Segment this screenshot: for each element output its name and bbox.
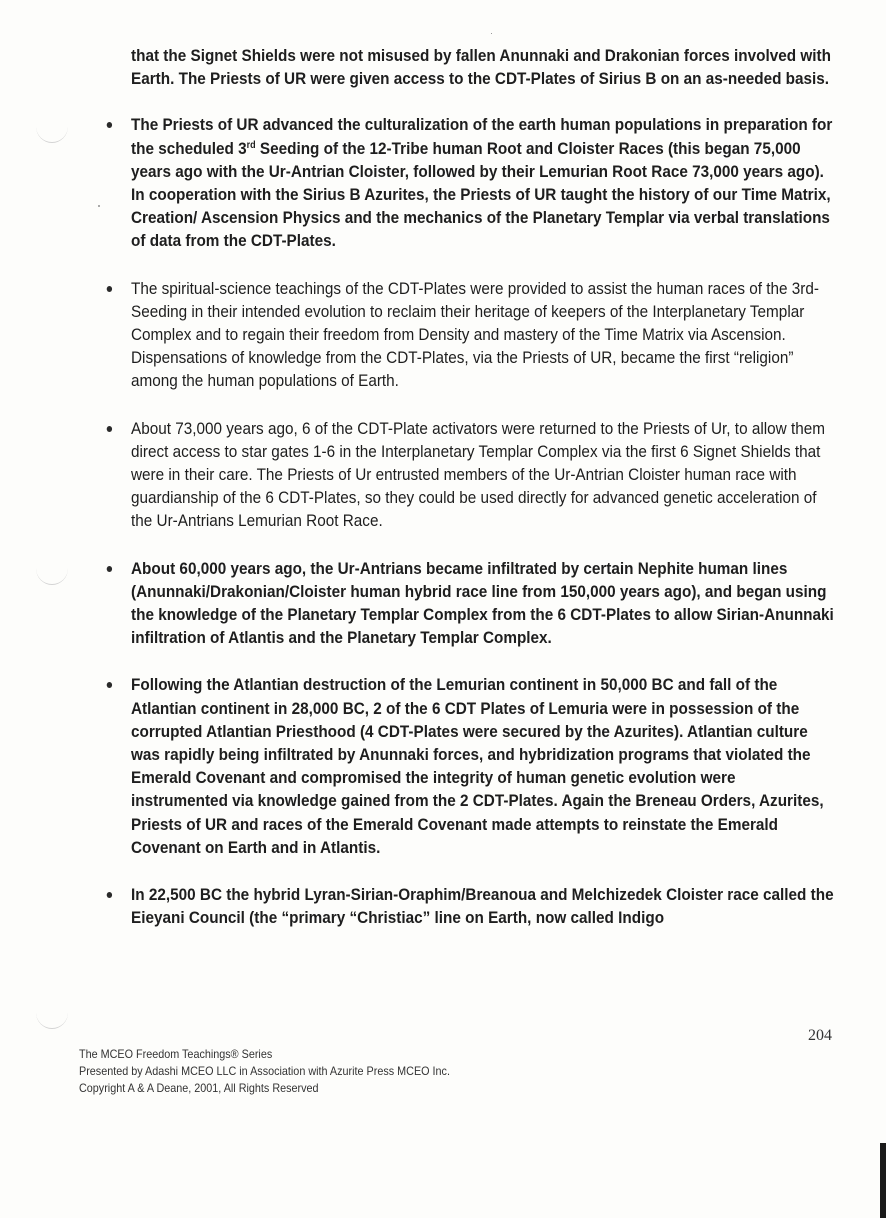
bullet-icon [107, 426, 112, 432]
bullet-icon [107, 682, 112, 688]
bullet-text: About 60,000 years ago, the Ur-Antrians became infiltrated by certain Nephite human lines (Anunnaki/Drakonian/Cloister human hybrid race line from 150,000 years ago), and began using the knowledge of the Planetary Templar Complex from the 6 CDT-Plates to allow Sirian-Anunnaki infiltration of Atlantis and the Planetary Templar Complex. [131, 558, 834, 648]
scan-speck [491, 33, 492, 34]
footer-series-line: The MCEO Freedom Teachings® Series [79, 1047, 273, 1061]
bullet-text: The spiritual-science teachings of the CDT-Plates were provided to assist the human races of the 3rd-Seeding in their intended evolution to reclaim their heritage of keepers of the Interplanetary Templar Complex and to regain their freedom from Density and mastery of the Time Matrix via Ascension. Dispensations of knowledge from the CDT-Plates, via the Priests of UR, became the first “religion” among the human populations of Earth. [131, 278, 819, 391]
bullet-text: Seeding of the 12-Tribe human Root and Cloister Races (this began 75,000 years ago with the Ur-Antrian Cloister, followed by their Lemurian Root Race 73,000 years ago). In cooperation with the Sirius B Azurites, the Priests of UR taught the history of our Time Matrix, Creation/ Ascension Physics and the mechanics of the Planetary Templar via verbal translations of data from the CDT-Plates. [131, 138, 831, 251]
bullet-text: In 22,500 BC the hybrid Lyran-Sirian-Oraphim/Breanoua and Melchizedek Cloister race called the Eieyani Council (the “primary “Christiac” line on Earth, now called Indigo [131, 885, 834, 928]
scan-speck [98, 205, 100, 207]
bullet-item [131, 557, 835, 650]
bullet-list [131, 113, 835, 929]
page-number: 204 [808, 1027, 832, 1044]
scan-edge-mark [880, 1143, 886, 1218]
punch-hole-mark [36, 996, 68, 1029]
bullet-item [131, 673, 835, 859]
bullet-item [131, 417, 835, 533]
bullet-icon [107, 122, 112, 128]
bullet-icon [107, 566, 112, 572]
bullet-item [131, 113, 835, 252]
page-footer [79, 1046, 450, 1097]
bullet-item [131, 883, 835, 929]
bullet-text: Following the Atlantian destruction of the Lemurian continent in 50,000 BC and fall of the Atlantian continent in 28,000 BC, 2 of the 6 CDT Plates of Lemuria were in possession of the corrupted Atlantian Priesthood (4 CDT-Plates were secured by the Azurites). Atlantian culture was rapidly being infiltrated by Anunnaki forces, and hybridization programs that violated the Emerald Covenant and compromised the integrity of human genetic evolution were instrumented via knowledge gained from the 2 CDT-Plates. Again the Breneau Orders, Azurites, Priests of UR and races of the Emerald Covenant made attempts to reinstate the Emerald Covenant on Earth and in Atlantis. [131, 675, 824, 857]
bullet-text: The Priests of UR advanced the culturalization of the earth human populations in preparation for the scheduled 3 [131, 115, 833, 158]
footer-copyright-line: Copyright A & A Deane, 2001, All Rights Reserved [79, 1081, 319, 1095]
bullet-text: About 73,000 years ago, 6 of the CDT-Plate activators were returned to the Priests of Ur, to allow them direct access to star gates 1-6 in the Interplanetary Templar Complex via the first 6 Signet Shields that were in their care. The Priests of Ur entrusted members of the Ur-Antrian Cloister human race with guardianship of the 6 CDT-Plates, so they could be used directly for advanced genetic acceleration of the Ur-Antrians Lemurian Root Race. [131, 418, 825, 531]
bullet-item [131, 277, 835, 393]
ordinal-superscript: rd [246, 139, 256, 151]
footer-publisher-line: Presented by Adashi MCEO LLC in Association with Azurite Press MCEO Inc. [79, 1064, 450, 1078]
punch-hole-mark [36, 110, 68, 143]
bullet-icon [107, 892, 112, 898]
main-text [131, 44, 835, 954]
opening-paragraph: that the Signet Shields were not misused by fallen Anunnaki and Drakonian forces involved with Earth. The Priests of UR were given access to the CDT-Plates of Sirius B on an as-needed basis. [131, 46, 831, 89]
punch-hole-mark [36, 552, 68, 585]
bullet-icon [107, 286, 112, 292]
